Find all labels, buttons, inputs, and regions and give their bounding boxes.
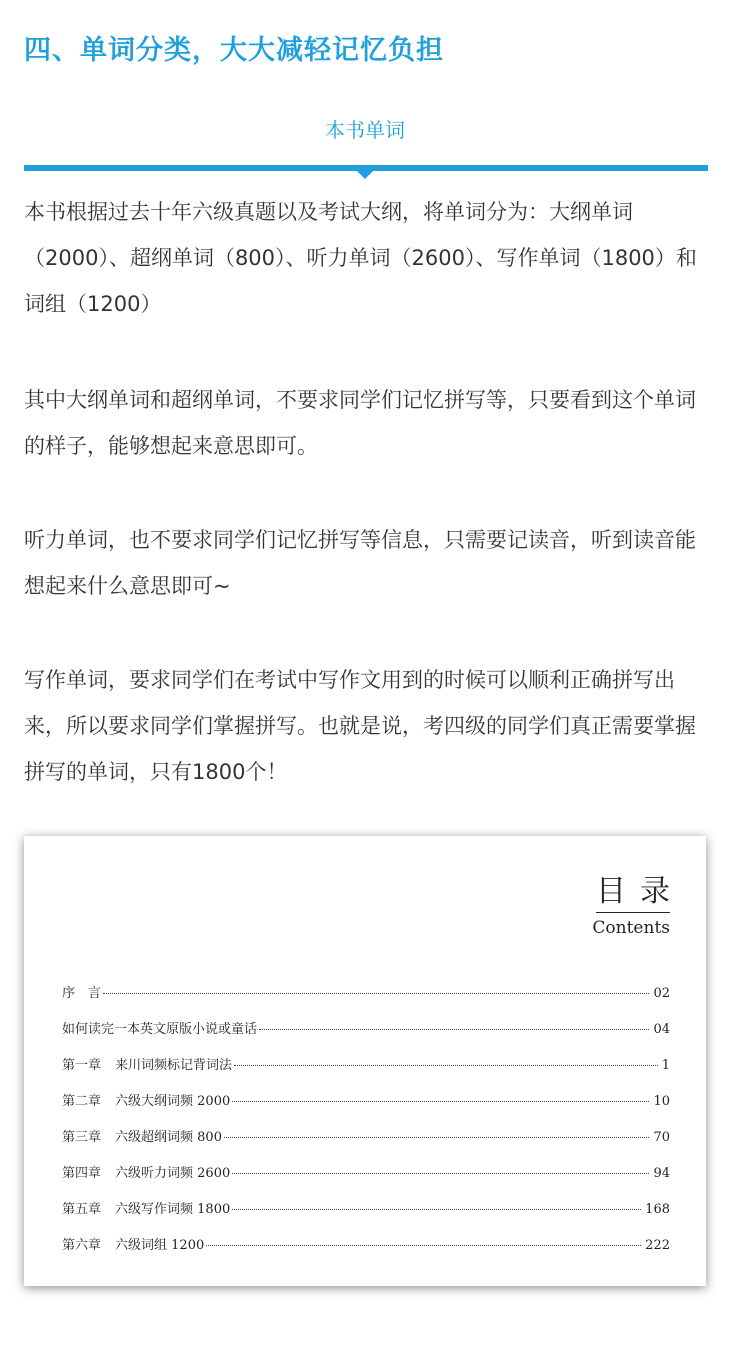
toc-title-rule <box>596 912 670 913</box>
toc-item <box>62 1126 670 1162</box>
toc-item-page: 04 <box>653 1022 670 1037</box>
toc-item-page: 222 <box>645 1238 670 1253</box>
toc-item-chapter: 第六章 <box>62 1238 102 1253</box>
paragraph-word-categories: 本书根据过去十年六级真题以及考试大纲，将单词分为：大纲单词（2000）、超纲单词（800）、听力单词（2600）、写作单词（1800）和词组（1200） <box>24 200 697 316</box>
toc-item-text: 如何读完一本英文原版小说或童话 <box>62 1022 258 1037</box>
toc-item-text: 六级听力词频 2600 <box>115 1166 231 1181</box>
toc-leader-dots <box>232 1101 649 1102</box>
paragraph-writing-words: 写作单词，要求同学们在考试中写作文用到的时候可以顺利正确拼写出来，所以要求同学们掌握拼写。也就是说，考四级的同学们真正需要掌握拼写的单词，只有1800个！ <box>24 668 696 784</box>
toc-item <box>62 1234 670 1270</box>
toc-item-chapter: 第二章 <box>62 1094 102 1109</box>
paragraph-listening-words: 听力单词，也不要求同学们记忆拼写等信息，只需要记读音，听到读音能想起来什么意思即可~ <box>24 528 696 598</box>
toc-item-chapter: 第一章 <box>62 1058 102 1073</box>
toc-item-text: 六级超纲词频 800 <box>115 1130 222 1145</box>
toc-leader-dots <box>259 1029 649 1030</box>
toc-leader-dots <box>206 1245 641 1246</box>
toc-item <box>62 1090 670 1126</box>
toc-item-chapter: 第四章 <box>62 1166 102 1181</box>
toc-item-text: 六级词组 1200 <box>115 1238 205 1253</box>
toc-leader-dots <box>103 993 649 994</box>
table-of-contents-image <box>24 836 706 1286</box>
toc-title: 目录 <box>596 874 684 909</box>
toc-item-text: 来川词频标记背词法 <box>115 1058 233 1073</box>
toc-item <box>62 1162 670 1198</box>
toc-leader-dots <box>234 1065 658 1066</box>
tab-pointer-icon <box>356 170 374 179</box>
toc-item <box>62 1018 670 1054</box>
toc-item-page: 10 <box>653 1094 670 1109</box>
toc-item-page: 1 <box>661 1058 670 1073</box>
toc-list <box>62 982 670 1270</box>
toc-item-page: 94 <box>653 1166 670 1181</box>
toc-leader-dots <box>224 1137 649 1138</box>
toc-item <box>62 1198 670 1234</box>
toc-item-page: 70 <box>653 1130 670 1145</box>
toc-item-chapter: 第三章 <box>62 1130 102 1145</box>
toc-item-text: 六级大纲词频 2000 <box>115 1094 231 1109</box>
toc-item-text: 六级写作词频 1800 <box>115 1202 231 1217</box>
toc-item-page: 168 <box>645 1202 670 1217</box>
toc-item-text: 序 言 <box>62 986 102 1001</box>
toc-leader-dots <box>232 1209 641 1210</box>
toc-item-chapter: 第五章 <box>62 1202 102 1217</box>
cut-off-next-heading <box>310 1350 420 1358</box>
toc-leader-dots <box>232 1173 649 1174</box>
toc-item <box>62 1054 670 1090</box>
section-title: 四、单词分类，大大减轻记忆负担 <box>24 35 444 66</box>
toc-subtitle: Contents <box>592 918 670 938</box>
tab-label: 本书单词 <box>325 118 405 142</box>
toc-item-page: 02 <box>653 986 670 1001</box>
paragraph-syllabus-words: 其中大纲单词和超纲单词，不要求同学们记忆拼写等，只要看到这个单词的样子，能够想起来意思即可。 <box>24 388 696 458</box>
toc-item <box>62 982 670 1018</box>
